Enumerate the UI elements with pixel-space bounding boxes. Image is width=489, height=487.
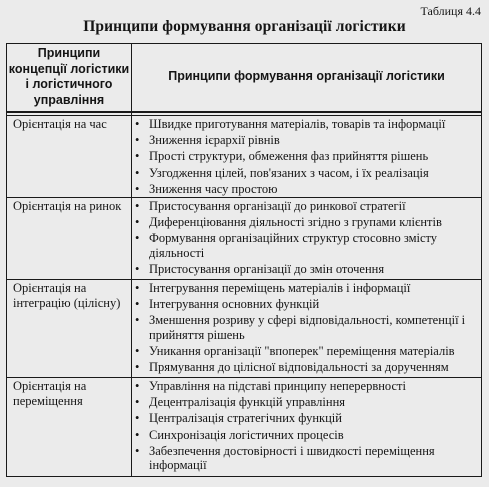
header-left: Принципи концепції логістики і логістичного управління — [8, 46, 130, 107]
bullet-icon: • — [135, 379, 140, 393]
list-item: • Зниження ієрархії рівнів — [135, 133, 280, 148]
bullet-icon: • — [135, 231, 140, 246]
row-separator — [7, 279, 481, 280]
list-item: • Диференціювання діяльності згідно з групами клієнтів — [135, 215, 442, 230]
bullet-icon: • — [135, 181, 140, 196]
row-separator — [7, 377, 481, 378]
list-item: • Пристосування організації до ринкової стратегії — [135, 199, 406, 213]
list-item: • Уникання організації "впоперек" переміщення матеріалів — [135, 343, 455, 358]
bullet-icon: • — [135, 395, 140, 410]
row-separator — [7, 197, 481, 198]
list-item: • Синхронізація логістичних процесів — [135, 427, 344, 442]
row-category: Орієнтація на інтеграцію (цілісну) — [13, 281, 121, 310]
column-divider — [131, 44, 132, 476]
bullet-icon: • — [135, 297, 140, 312]
principles-table — [6, 43, 482, 477]
row-items — [135, 379, 477, 474]
list-item: • Інтегрування основних функцій — [135, 297, 320, 312]
bullet-icon: • — [135, 215, 140, 230]
list-item: • Прості структури, обмеження фаз прийняття рішень — [135, 149, 429, 164]
list-item: • Інтегрування переміщень матеріалів і інформації — [135, 281, 411, 295]
row-category: Орієнтація на ринок — [13, 199, 122, 213]
bullet-icon: • — [135, 149, 140, 164]
bullet-icon: • — [135, 443, 140, 458]
list-item: • Управління на підставі принципу неперервності — [135, 379, 406, 393]
list-item: • Забезпечення достовірності і швидкості переміщення інформації — [135, 443, 435, 473]
bullet-icon: • — [135, 281, 140, 295]
bullet-icon: • — [135, 343, 140, 358]
bullet-icon: • — [135, 261, 140, 276]
row-category: Орієнтація на переміщення — [13, 379, 87, 408]
list-item: • Централізація стратегічних функцій — [135, 411, 342, 426]
bullet-icon: • — [135, 165, 140, 180]
bullet-icon: • — [135, 133, 140, 148]
list-item: • Зменшення розриву у сфері відповідальності, компетенції і прийняття рішень — [135, 313, 466, 342]
row-items — [135, 199, 477, 278]
bullet-icon: • — [135, 117, 140, 131]
list-item: • Зниження часу простою — [135, 181, 278, 196]
bullet-icon: • — [135, 199, 140, 213]
row-items — [135, 117, 477, 198]
bullet-icon: • — [135, 427, 140, 442]
list-item: • Прямування до цілісної відповідальності за дорученням — [135, 360, 449, 375]
table-caption: Таблиця 4.4 — [420, 4, 481, 18]
list-item: • Децентралізація функцій управління — [135, 395, 346, 410]
bullet-icon: • — [135, 313, 140, 328]
header-right: Принципи формування організації логістики — [168, 69, 445, 83]
row-items — [135, 281, 477, 376]
bullet-icon: • — [135, 360, 140, 375]
list-item: • Формування організаційних структур стосовно змісту діяльності — [135, 231, 438, 260]
row-category: Орієнтація на час — [13, 117, 107, 131]
table-title: Принципи формування організації логістики — [83, 18, 406, 35]
bullet-icon: • — [135, 411, 140, 426]
list-item: • Узгодження цілей, пов'язаних з часом, і їх реалізація — [135, 165, 429, 180]
header-separator-inner — [7, 115, 481, 116]
list-item: • Пристосування організації до змін оточення — [135, 261, 385, 276]
list-item: • Швидке приготування матеріалів, товарів та інформації — [135, 117, 446, 131]
